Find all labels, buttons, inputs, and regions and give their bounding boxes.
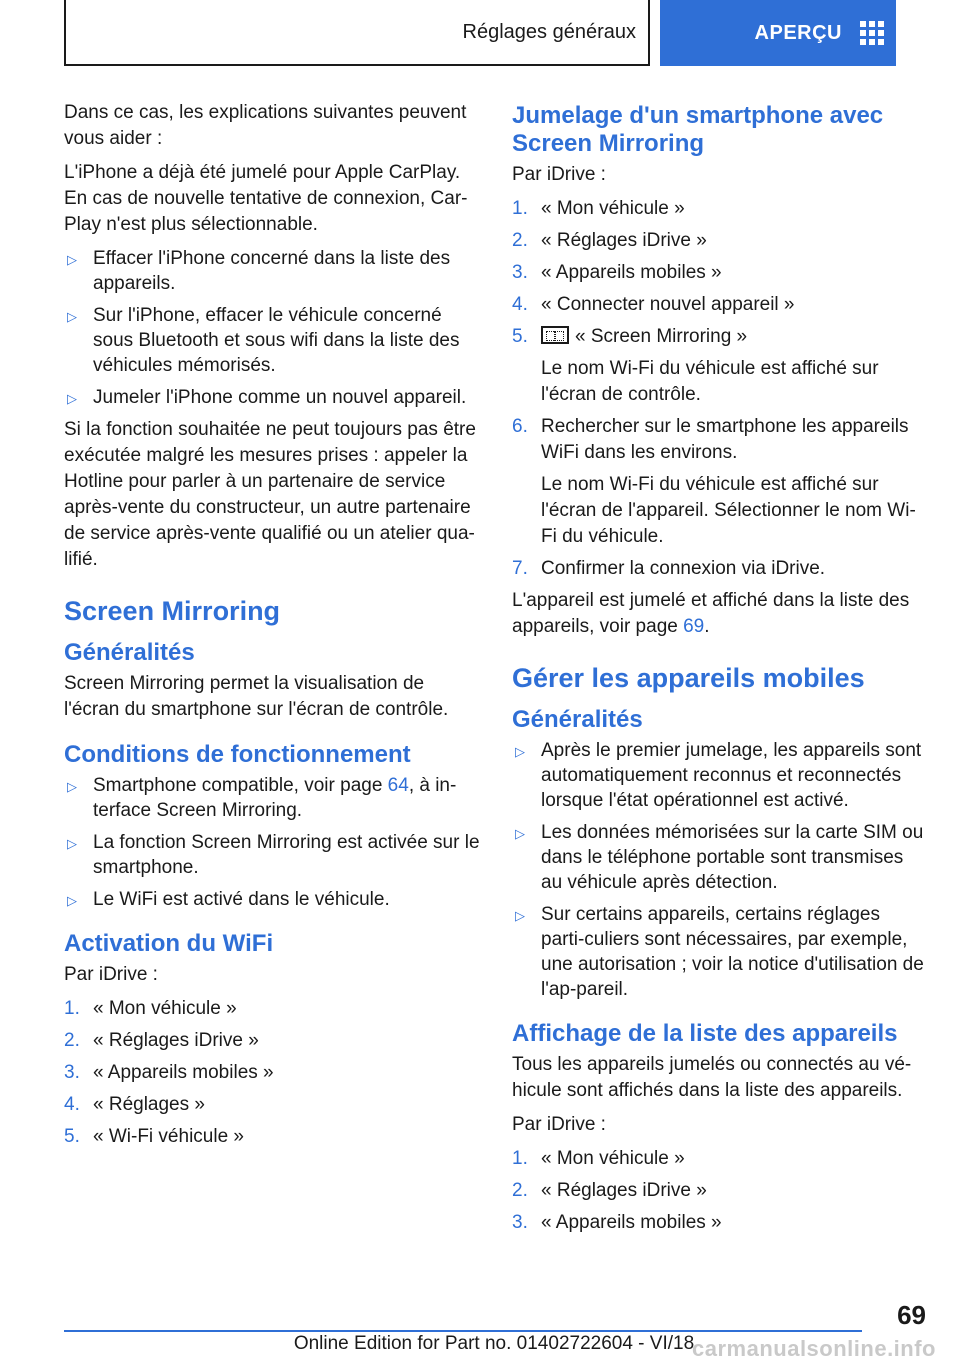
carplay-paragraph: L'iPhone a déjà été jumelé pour Apple CarPlay. En cas de nouvelle tentative de connexion, Car‐Play n'est plus sélectionnable. xyxy=(64,162,468,235)
device-list-intro: Par iDrive : xyxy=(512,1114,606,1135)
list-item: ▷ Les données mémorisées sur la carte SIM ou dans le téléphone portable sont transmises au véhicule après détection. xyxy=(515,822,924,893)
triangle-bullet-icon: ▷ xyxy=(67,836,77,851)
wifi-steps xyxy=(64,996,484,1150)
general-list xyxy=(512,738,926,1002)
page-number: 69 xyxy=(897,1300,926,1330)
list-item: ▷ Sur l'iPhone, effacer le véhicule concerné sous Bluetooth et sous wifi dans la liste des véhicules mémorisés. xyxy=(67,305,460,376)
triangle-bullet-icon: ▷ xyxy=(67,779,77,794)
left-column xyxy=(64,100,484,1156)
footer-text: Online Edition for Part no. 01402722604 - VI/18 xyxy=(293,1333,695,1354)
wifi-activation-heading: Activation du WiFi xyxy=(64,930,274,957)
list-item: ▷ Jumeler l'iPhone comme un nouvel appareil. xyxy=(64,385,484,410)
wifi-intro: Par iDrive : xyxy=(64,964,158,985)
conditions-heading: Conditions de fonctionnement xyxy=(64,741,411,768)
conditions-list xyxy=(64,773,484,912)
page-link-64[interactable]: 64 xyxy=(387,775,409,796)
troubleshoot-list xyxy=(64,246,484,410)
screen-mirroring-icon xyxy=(541,326,569,344)
triangle-bullet-icon: ▷ xyxy=(515,908,525,923)
screen-mirroring-heading: Screen Mirroring xyxy=(64,596,281,626)
triangle-bullet-icon: ▷ xyxy=(67,252,77,267)
general-heading: Généralités xyxy=(512,706,643,733)
pairing-intro: Par iDrive : xyxy=(512,164,606,185)
right-column xyxy=(512,100,926,1242)
watermark: carmanualsonline.info xyxy=(692,1336,936,1361)
step-item: 1. « Mon véhicule » xyxy=(64,998,237,1019)
step-item: 1. « Mon véhicule » xyxy=(512,198,685,219)
step-item: 3. « Appareils mobiles » xyxy=(512,262,722,283)
general-paragraph: Screen Mirroring permet la visualisation de l'écran du smartphone sur l'écran de contrôle. xyxy=(64,673,449,720)
pairing-heading: Jumelage d'un smartphone avec Screen Mirroring xyxy=(512,102,884,157)
list-item: ▷ Smartphone compatible, voir page 64, à in‐terface Screen Mirroring. xyxy=(67,775,457,821)
manage-devices-heading: Gérer les appareils mobiles xyxy=(512,663,865,693)
list-item: ▷ Effacer l'iPhone concerné dans la liste des appareils. xyxy=(67,248,451,294)
overview-tab-label: APERÇU xyxy=(754,21,842,44)
triangle-bullet-icon: ▷ xyxy=(67,309,77,324)
device-list-paragraph: Tous les appareils jumelés ou connectés au vé‐hicule sont affichés dans la liste des appareils. xyxy=(512,1054,912,1101)
step-item: 6. Rechercher sur le smartphone les appareils WiFi dans les environs. Le nom Wi-Fi du véhicule est affiché sur l'écran de l'appareil. Sélectionner le nom Wi-Fi du véhicule. xyxy=(512,416,916,547)
step-item: 2. « Réglages iDrive » xyxy=(512,230,707,251)
step-item: 4. « Connecter nouvel appareil » xyxy=(512,294,795,315)
hotline-paragraph: Si la fonction souhaitée ne peut toujours pas être exécutée malgré les mesures prises : appeler la Hotline pour parler à un partenaire de service après-vente du constructeur, un autre partenaire de service après-vente qualifié ou un atelier qua‐lifié. xyxy=(64,419,476,570)
list-item: ▷ Le WiFi est activé dans le véhicule. xyxy=(64,887,484,912)
step-item: 5. « Wi-Fi véhicule » xyxy=(64,1126,244,1147)
triangle-bullet-icon: ▷ xyxy=(67,391,77,406)
footer-divider xyxy=(64,1330,862,1332)
pairing-steps xyxy=(512,196,926,582)
grid-icon xyxy=(860,21,884,45)
step-item: 3. « Appareils mobiles » xyxy=(512,1212,722,1233)
section-title: Réglages généraux xyxy=(64,0,650,66)
triangle-bullet-icon: ▷ xyxy=(515,826,525,841)
step-item: 2. « Réglages iDrive » xyxy=(64,1030,259,1051)
intro-paragraph: Dans ce cas, les explications suivantes peuvent vous aider : xyxy=(64,102,467,149)
step-item: 3. « Appareils mobiles » xyxy=(64,1062,274,1083)
list-item: ▷ Après le premier jumelage, les appareils sont automatiquement reconnus et reconnectés lorsque l'état opérationnel est activé. xyxy=(515,740,922,811)
page-link-69[interactable]: 69 xyxy=(683,616,705,637)
list-item: ▷ La fonction Screen Mirroring est activée sur le smartphone. xyxy=(67,832,480,878)
step-item: 7. Confirmer la connexion via iDrive. xyxy=(512,558,826,579)
list-item: ▷ Sur certains appareils, certains réglages parti‐culiers sont nécessaires, par exemple, une autorisation ; voir la notice d'utilisation de l'ap‐pareil. xyxy=(515,904,924,1000)
step-item: 1. « Mon véhicule » xyxy=(512,1148,685,1169)
step-item: 5. « Screen Mirroring » Le nom Wi-Fi du véhicule est affiché sur l'écran de contrôle. xyxy=(512,326,879,405)
device-list-steps xyxy=(512,1146,926,1236)
step-item: 2. « Réglages iDrive » xyxy=(512,1180,707,1201)
step-item: 4. « Réglages » xyxy=(64,1094,205,1115)
pairing-result: L'appareil est jumelé et affiché dans la liste des appareils, voir page 69. xyxy=(512,590,910,637)
page-header xyxy=(64,0,896,66)
overview-tab[interactable] xyxy=(660,0,896,66)
device-list-heading: Affichage de la liste des appareils xyxy=(512,1020,898,1047)
triangle-bullet-icon: ▷ xyxy=(515,744,525,759)
general-heading: Généralités xyxy=(64,639,195,666)
triangle-bullet-icon: ▷ xyxy=(67,893,77,908)
